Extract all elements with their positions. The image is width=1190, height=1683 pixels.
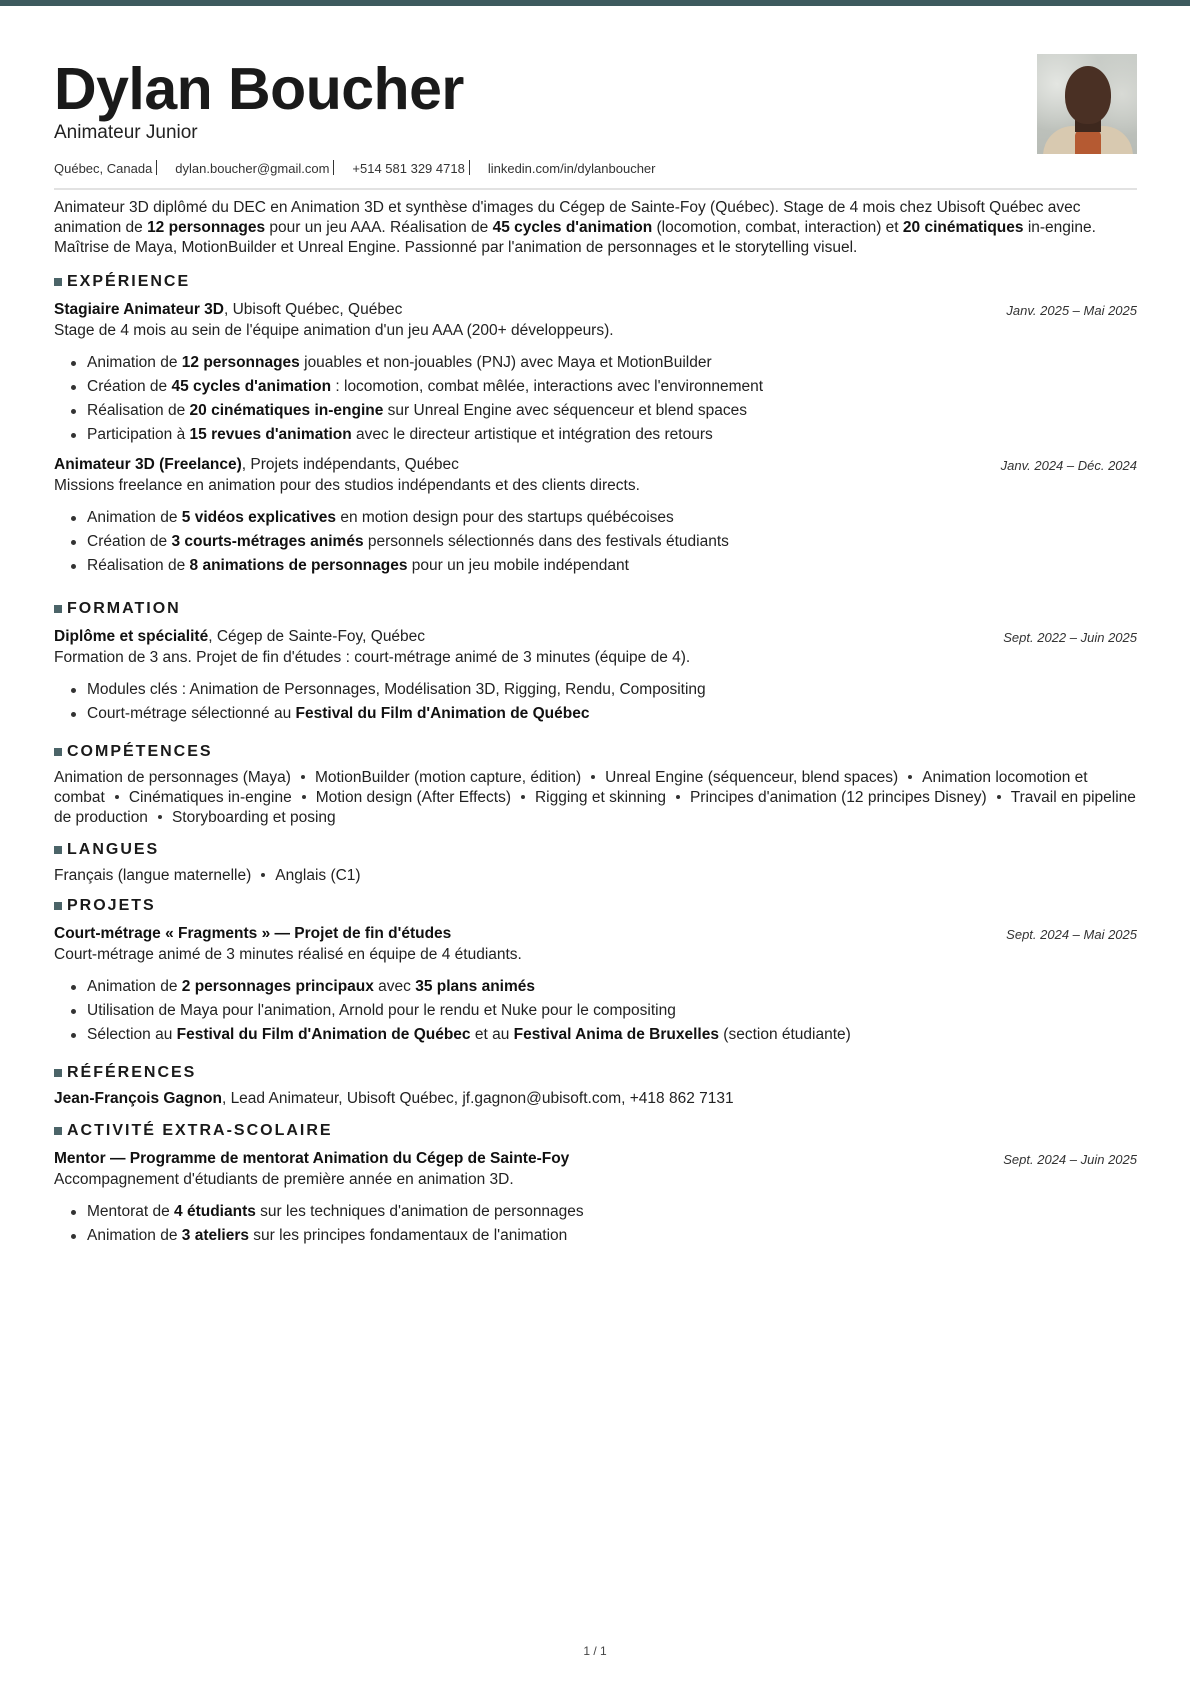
bullet-item: Création de 3 courts-métrages animés personnels sélectionnés dans des festivals étudiants — [71, 530, 1137, 554]
bullet-item: Animation de 3 ateliers sur les principes fondamentaux de l'animation — [71, 1224, 1137, 1248]
square-bullet-icon — [54, 1127, 62, 1135]
list-item: Principes d'animation (12 principes Disney) — [689, 789, 987, 806]
section-langues — [54, 840, 1137, 886]
section-heading: LANGUES — [54, 840, 1137, 860]
list-item: Motion design (After Effects) — [315, 789, 511, 806]
bullet-item: Mentorat de 4 étudiants sur les techniques d'animation de personnages — [71, 1200, 1137, 1224]
entry-header — [54, 1149, 1137, 1170]
entry-description: Stage de 4 mois au sein de l'équipe animation d'un jeu AAA (200+ développeurs). — [54, 322, 614, 339]
dot-separator-icon — [591, 775, 595, 779]
dot-separator-icon — [261, 873, 265, 877]
page-number: 1 / 1 — [583, 1644, 607, 1658]
entry-header — [54, 924, 1137, 945]
list-item: Unreal Engine (séquenceur, blend spaces) — [605, 769, 899, 786]
skills-list — [54, 768, 1137, 828]
bullet-item: Court-métrage sélectionné au Festival du Film d'Animation de Québec — [71, 702, 1137, 726]
bullet-item: Réalisation de 20 cinématiques in-engine sur Unreal Engine avec séquenceur et blend spaces — [71, 399, 1137, 423]
entry-description: Accompagnement d'étudiants de première année en animation 3D. — [54, 1171, 514, 1188]
section-references — [54, 1063, 1137, 1109]
header-divider — [54, 188, 1137, 190]
dot-separator-icon — [521, 795, 525, 799]
entry-role: Diplôme et spécialité — [54, 628, 209, 645]
section-formation — [54, 599, 1137, 726]
entry-header — [54, 455, 1137, 476]
section-heading: EXPÉRIENCE — [54, 272, 1137, 292]
entry-role: Mentor — Programme de mentorat Animation du Cégep de Sainte-Foy — [54, 1150, 570, 1167]
entry-date: Janv. 2024 – Déc. 2024 — [1000, 458, 1137, 473]
divider — [156, 160, 157, 175]
square-bullet-icon — [54, 902, 62, 910]
list-item: MotionBuilder (motion capture, édition) — [314, 769, 582, 786]
experience-entry — [54, 455, 1137, 578]
entry-date: Sept. 2024 – Mai 2025 — [1006, 927, 1137, 942]
entry-date: Sept. 2022 – Juin 2025 — [1003, 630, 1137, 645]
entry-header — [54, 627, 1137, 648]
reference-details: , Lead Animateur, Ubisoft Québec, jf.gagnon@ubisoft.com, +418 862 7131 — [221, 1090, 734, 1107]
entry-date: Janv. 2025 – Mai 2025 — [1006, 303, 1137, 318]
square-bullet-icon — [54, 278, 62, 286]
entry-header — [54, 300, 1137, 321]
contact-line — [54, 161, 655, 176]
contact-linkedin[interactable]: linkedin.com/in/dylanboucher — [487, 161, 656, 176]
professional-summary: Animateur 3D diplômé du DEC en Animation 3D et synthèse d'images du Cégep de Sainte-Foy (Québec). Stage de 4 mois chez Ubisoft Québec avec animation de 12 personnages pour un jeu AAA. Réalisation de 45 cycles d'animation (locomotion, combat, interaction) et 20 cinématiques in-engine. Maîtrise de Maya, MotionBuilder et Unreal Engine. Passionné par l'animation de personnages et le storytelling visuel. — [54, 199, 1096, 256]
list-item: Anglais (C1) — [275, 867, 361, 884]
dot-separator-icon — [302, 795, 306, 799]
bullet-item: Utilisation de Maya pour l'animation, Arnold pour le rendu et Nuke pour le compositing — [71, 999, 1137, 1023]
bullet-item: Animation de 12 personnages jouables et non-jouables (PNJ) avec Maya et MotionBuilder — [71, 351, 1137, 375]
list-item: Animation de personnages (Maya) — [54, 769, 291, 786]
bullet-list — [54, 975, 1137, 1047]
divider — [333, 160, 334, 175]
dot-separator-icon — [301, 775, 305, 779]
entry-organization: , Ubisoft Québec, Québec — [223, 301, 403, 318]
list-item: Rigging et skinning — [534, 789, 666, 806]
profile-photo — [1037, 54, 1137, 154]
bullet-list — [54, 506, 1137, 578]
entry-organization: , Projets indépendants, Québec — [241, 456, 459, 473]
entry-description: Court-métrage animé de 3 minutes réalisé en équipe de 4 étudiants. — [54, 946, 522, 963]
bullet-item: Création de 45 cycles d'animation : locomotion, combat mêlée, interactions avec l'environnement — [71, 375, 1137, 399]
dot-separator-icon — [997, 795, 1001, 799]
entry-date: Sept. 2024 – Juin 2025 — [1003, 1152, 1137, 1167]
section-heading: PROJETS — [54, 896, 1137, 916]
entry-organization: , Cégep de Sainte-Foy, Québec — [208, 628, 426, 645]
reference-entry — [54, 1089, 1137, 1109]
dot-separator-icon — [115, 795, 119, 799]
resume-page — [54, 0, 1137, 1244]
bullet-item: Animation de 2 personnages principaux avec 35 plans animés — [71, 975, 1137, 999]
divider — [469, 160, 470, 175]
job-title: Animateur Junior — [54, 122, 198, 143]
entry-role: Stagiaire Animateur 3D — [54, 301, 224, 318]
experience-entry — [54, 300, 1137, 447]
languages-list — [54, 866, 1137, 886]
activity-entry — [54, 1149, 1137, 1248]
list-item: Storyboarding et posing — [171, 809, 336, 826]
dot-separator-icon — [676, 795, 680, 799]
section-heading: ACTIVITÉ EXTRA-SCOLAIRE — [54, 1121, 1137, 1141]
resume-header — [54, 0, 1137, 190]
square-bullet-icon — [54, 605, 62, 613]
entry-description: Formation de 3 ans. Projet de fin d'études : court-métrage animé de 3 minutes (équipe de 4). — [54, 649, 691, 666]
bullet-item: Sélection au Festival du Film d'Animation de Québec et au Festival Anima de Bruxelles (section étudiante) — [71, 1023, 1137, 1047]
dot-separator-icon — [158, 815, 162, 819]
section-heading: COMPÉTENCES — [54, 742, 1137, 762]
section-experience — [54, 272, 1137, 578]
bullet-item: Réalisation de 8 animations de personnages pour un jeu mobile indépendant — [71, 554, 1137, 578]
contact-location: Québec, Canada — [54, 161, 153, 176]
square-bullet-icon — [54, 846, 62, 854]
entry-description: Missions freelance en animation pour des studios indépendants et des clients directs. — [54, 477, 640, 494]
entry-role: Animateur 3D (Freelance) — [54, 456, 242, 473]
list-item: Français (langue maternelle) — [54, 867, 252, 884]
section-extra-scolaire — [54, 1121, 1137, 1248]
bullet-list — [54, 351, 1137, 447]
dot-separator-icon — [908, 775, 912, 779]
bullet-item: Participation à 15 revues d'animation avec le directeur artistique et intégration des retours — [71, 423, 1137, 447]
square-bullet-icon — [54, 1069, 62, 1077]
contact-phone[interactable]: +514 581 329 4718 — [352, 161, 465, 176]
section-competences — [54, 742, 1137, 828]
list-item: Animation locomotion et combat — [54, 769, 1088, 806]
bullet-list — [54, 678, 1137, 726]
list-item: Travail en pipeline de production — [54, 789, 1136, 826]
bullet-item: Animation de 5 vidéos explicatives en motion design pour des startups québécoises — [71, 506, 1137, 530]
section-heading: FORMATION — [54, 599, 1137, 619]
section-heading: RÉFÉRENCES — [54, 1063, 1137, 1083]
education-entry — [54, 627, 1137, 726]
reference-name: Jean-François Gagnon — [54, 1090, 222, 1107]
list-item: Cinématiques in-engine — [128, 789, 292, 806]
bullet-list — [54, 1200, 1137, 1248]
entry-role: Court-métrage « Fragments » — Projet de fin d'études — [54, 925, 452, 942]
project-entry — [54, 924, 1137, 1047]
section-projets — [54, 896, 1137, 1047]
bullet-item: Modules clés : Animation de Personnages, Modélisation 3D, Rigging, Rendu, Compositing — [71, 678, 1137, 702]
candidate-name: Dylan Boucher — [54, 56, 464, 122]
contact-email[interactable]: dylan.boucher@gmail.com — [175, 161, 330, 176]
square-bullet-icon — [54, 748, 62, 756]
